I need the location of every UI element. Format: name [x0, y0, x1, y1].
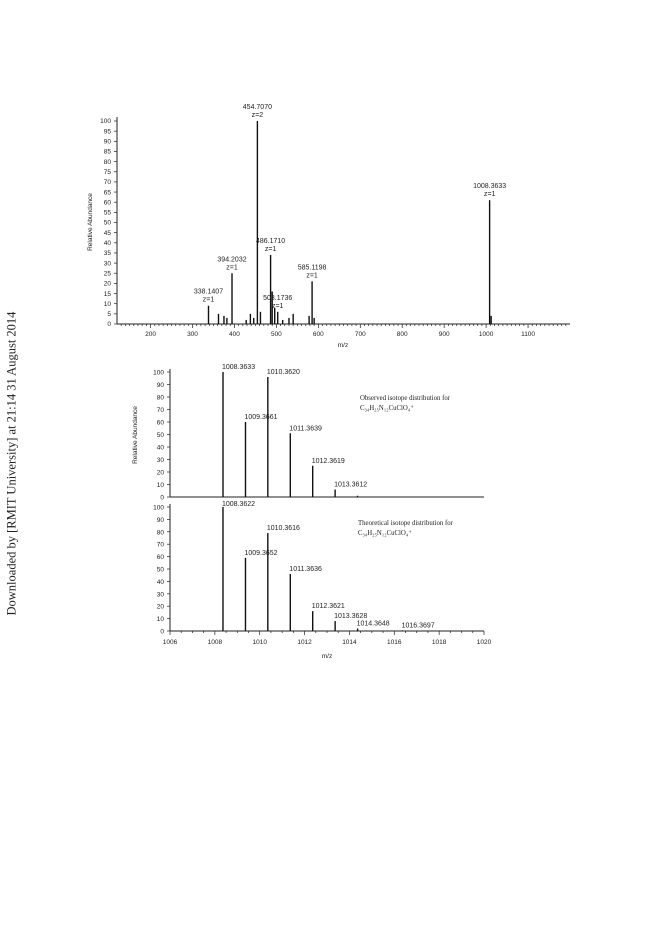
y-tick-label: 15	[103, 290, 111, 298]
y-tick-label: 20	[156, 469, 164, 477]
x-tick-label: 600	[312, 331, 324, 338]
y-tick-label: 25	[103, 270, 111, 278]
y-tick-label: 20	[103, 280, 111, 288]
y-tick-label: 80	[103, 158, 111, 166]
y-tick-label: 60	[156, 419, 164, 427]
y-tick-label: 40	[156, 578, 164, 586]
y-tick-label: 70	[156, 407, 164, 414]
y-tick-label: 50	[156, 432, 164, 439]
x-tick-label: 1020	[476, 639, 492, 646]
peak-label: 1014.3648	[356, 620, 390, 628]
y-tick-label: 50	[156, 566, 164, 574]
peak-label: 486.1710	[255, 237, 286, 245]
peak-label: 1013.3628	[334, 613, 368, 621]
peak-label: 1008.3633	[473, 183, 507, 191]
theoretical-isotope-spectrum	[153, 501, 491, 660]
full-mass-spectrum	[87, 104, 570, 349]
x-tick-label: 1014	[342, 639, 357, 646]
y-tick-label: 30	[156, 457, 164, 464]
y-tick-label: 95	[103, 128, 111, 136]
x-tick-label: 400	[229, 331, 240, 338]
peak-label: 1016.3697	[401, 622, 435, 630]
x-tick-label: 1006	[162, 639, 178, 646]
y-tick-label: 40	[156, 444, 164, 452]
peak-label: 1011.3639	[289, 425, 322, 433]
y-tick-label: 45	[103, 229, 111, 237]
x-axis-title: m/z	[337, 342, 349, 349]
x-tick-label: 300	[187, 331, 198, 338]
peak-label: 1010.3620	[266, 369, 300, 376]
y-tick-label: 80	[156, 529, 164, 537]
peak-label: 1013.3612	[334, 481, 368, 489]
chart-formula: C₃₄H₂₅N₁₂CuClO₄⁺	[358, 530, 412, 537]
y-tick-label: 5	[107, 311, 111, 319]
peak-label: 1008.3622	[221, 501, 256, 508]
y-axis-title: Relative Abundance	[132, 406, 139, 464]
y-tick-label: 65	[103, 189, 111, 197]
y-tick-label: 80	[156, 394, 164, 402]
peak-charge-label: z=2	[251, 112, 264, 119]
peak-charge-label: z=1	[483, 191, 496, 199]
x-tick-label: 1000	[478, 331, 494, 338]
y-tick-label: 100	[153, 504, 164, 512]
y-tick-label: 90	[156, 516, 164, 524]
peak-charge-label: z=1	[264, 245, 277, 253]
peak-charge-label: z=1	[306, 272, 318, 280]
x-axis-title: m/z	[321, 653, 333, 660]
y-tick-label: 70	[156, 541, 164, 549]
peak-label: 454.7070	[242, 104, 272, 111]
y-tick-label: 60	[156, 554, 164, 562]
y-tick-label: 10	[103, 300, 111, 308]
peak-label: 1012.3619	[311, 457, 345, 465]
y-tick-label: 20	[156, 603, 164, 611]
chart-title: Observed isotope distribution for	[360, 395, 451, 402]
y-tick-label: 10	[156, 616, 164, 624]
y-tick-label: 35	[103, 250, 111, 258]
y-tick-label: 55	[103, 209, 111, 217]
x-tick-label: 1012	[297, 639, 312, 646]
x-tick-label: 1016	[387, 639, 402, 646]
y-axis-title: Relative Abundance	[87, 193, 94, 251]
y-tick-label: 90	[156, 382, 164, 389]
peak-charge-label: z=1	[271, 302, 284, 310]
chart-title: Theoretical isotope distribution for	[358, 520, 453, 527]
peak-label: 1012.3621	[311, 603, 345, 611]
y-tick-label: 85	[103, 148, 111, 156]
y-tick-label: 0	[107, 321, 111, 329]
peak-label: 1008.3633	[222, 364, 256, 371]
x-tick-label: 800	[396, 331, 408, 338]
peak-charge-label: z=1	[202, 296, 215, 304]
x-tick-label: 200	[145, 331, 156, 338]
peak-label: 585.1198	[297, 264, 327, 272]
y-tick-label: 10	[156, 482, 164, 489]
y-tick-label: 75	[103, 168, 111, 176]
observed-isotope-spectrum	[132, 364, 484, 502]
peak-label: 1009.3652	[244, 549, 278, 557]
x-tick-label: 1018	[431, 639, 447, 646]
x-tick-label: 500	[270, 331, 282, 338]
peak-label: 1011.3636	[289, 565, 322, 573]
download-watermark: Downloaded by [RMIT University] at 21:14 31 August 2014	[4, 311, 19, 616]
x-tick-label: 1008	[207, 639, 223, 646]
y-tick-label: 60	[103, 199, 111, 207]
chart-formula: C₃₄H₂₅N₁₂CuClO₄⁺	[360, 405, 414, 412]
peak-label: 1010.3616	[266, 525, 300, 533]
y-tick-label: 30	[103, 260, 111, 268]
peak-label: 338.1407	[193, 288, 224, 296]
y-tick-label: 100	[153, 369, 164, 377]
x-tick-label: 1010	[252, 639, 267, 646]
y-tick-label: 40	[103, 240, 111, 247]
y-tick-label: 0	[160, 494, 164, 502]
y-tick-label: 0	[160, 628, 164, 636]
x-tick-label: 700	[354, 331, 366, 338]
y-tick-label: 100	[100, 118, 111, 126]
peak-label: 1009.3661	[244, 414, 278, 421]
peak-charge-label: z=1	[226, 264, 238, 272]
peak-label: 394.2032	[217, 256, 247, 264]
peak-label: 503.1736	[263, 294, 293, 302]
x-tick-label: 1100	[521, 331, 536, 338]
x-tick-label: 900	[438, 331, 450, 338]
y-tick-label: 70	[103, 179, 111, 187]
y-tick-label: 30	[156, 591, 164, 599]
y-tick-label: 90	[103, 138, 111, 146]
y-tick-label: 50	[103, 219, 111, 227]
